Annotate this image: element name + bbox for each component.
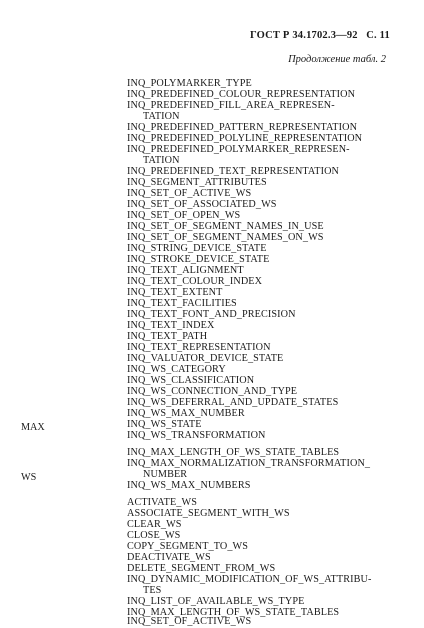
list-item: CLEAR_WS [127, 519, 182, 530]
list-item: INQ_WS_MAX_NUMBER [127, 408, 245, 419]
list-item: COPY_SEGMENT_TO_WS [127, 541, 249, 552]
list-item: INQ_STRING_DEVICE_STATE [127, 243, 267, 254]
list-item: DEACTIVATE_WS [127, 552, 211, 563]
list-item: INQ_PREDEFINED_COLOUR_REPRESENTATION [127, 89, 356, 100]
list-item: INQ_PREDEFINED_POLYLINE_REPRESENTATION [127, 133, 363, 144]
list-item: INQ_WS_MAX_NUMBERS [127, 480, 251, 491]
list-item: INQ_TEXT_PATH [127, 331, 208, 342]
list-item: CLOSE_WS [127, 530, 181, 541]
list-item: TATION [143, 111, 180, 122]
list-item: INQ_MAX_NORMALIZATION_TRANSFORMATION_ [127, 458, 371, 469]
list-item: INQ_SET_OF_SEGMENT_NAMES_ON_WS [127, 232, 324, 243]
list-item: INQ_TEXT_FONT_AND_PRECISION [127, 309, 296, 320]
list-item: INQ_POLYMARKER_TYPE [127, 78, 252, 89]
list-item: INQ_VALUATOR_DEVICE_STATE [127, 353, 284, 364]
list-item: INQ_PREDEFINED_PATTERN_REPRESENTATION [127, 122, 358, 133]
list-item: ASSOCIATE_SEGMENT_WITH_WS [127, 508, 290, 519]
page-header [0, 30, 390, 41]
list-item: INQ_WS_CONNECTION_AND_TYPE [127, 386, 298, 397]
list-item: INQ_TEXT_EXTENT [127, 287, 223, 298]
list-item: INQ_MAX_LENGTH_OF_WS_STATE_TABLES [127, 607, 340, 618]
list-item: INQ_TEXT_COLOUR_INDEX [127, 276, 263, 287]
list-item: INQ_SET_OF_SEGMENT_NAMES_IN_USE [127, 221, 324, 232]
list-item: INQ_WS_STATE [127, 419, 202, 430]
list-item: INQ_LIST_OF_AVAILABLE_WS_TYPE [127, 596, 305, 607]
list-item: INQ_PREDEFINED_FILL_AREA_REPRESEN- [127, 100, 335, 111]
list-item: INQ_SET_OF_ACTIVE_WS [127, 188, 252, 199]
list-item: INQ_SET_OF_ASSOCIATED_WS [127, 199, 277, 210]
list-item: INQ_SET_OF_ACTIVE_WS [127, 616, 252, 627]
standard-number: ГОСТ Р 34.1702.3—92 [249, 30, 358, 41]
list-item: INQ_PREDEFINED_TEXT_REPRESENTATION [127, 166, 339, 177]
list-item: ACTIVATE_WS [127, 497, 197, 508]
list-item: INQ_PREDEFINED_POLYMARKER_REPRESEN- [127, 144, 350, 155]
side-label-max: MAX [21, 422, 45, 433]
list-item: NUMBER [143, 469, 188, 480]
list-item: INQ_WS_TRANSFORMATION [127, 430, 266, 441]
table-continuation-caption: Продолжение табл. 2 [288, 54, 386, 65]
list-item: INQ_STROKE_DEVICE_STATE [127, 254, 270, 265]
list-item: INQ_TEXT_REPRESENTATION [127, 342, 271, 353]
list-item: INQ_SEGMENT_ATTRIBUTES [127, 177, 267, 188]
list-item: INQ_TEXT_FACILITIES [127, 298, 237, 309]
list-item: DELETE_SEGMENT_FROM_WS [127, 563, 276, 574]
list-item: INQ_WS_CATEGORY [127, 364, 226, 375]
list-item: INQ_WS_DEFERRAL_AND_UPDATE_STATES [127, 397, 339, 408]
list-item: INQ_MAX_LENGTH_OF_WS_STATE_TABLES [127, 447, 340, 458]
page-number: С. 11 [366, 30, 390, 41]
list-item: TATION [143, 155, 180, 166]
list-item: INQ_WS_CLASSIFICATION [127, 375, 255, 386]
list-item: INQ_SET_OF_OPEN_WS [127, 210, 241, 221]
list-item: INQ_TEXT_INDEX [127, 320, 215, 331]
list-item: INQ_TEXT_ALIGNMENT [127, 265, 244, 276]
side-label-ws: WS [21, 472, 37, 483]
list-item: INQ_DYNAMIC_MODIFICATION_OF_WS_ATTRIBU- [127, 574, 372, 585]
list-item: TES [143, 585, 162, 596]
